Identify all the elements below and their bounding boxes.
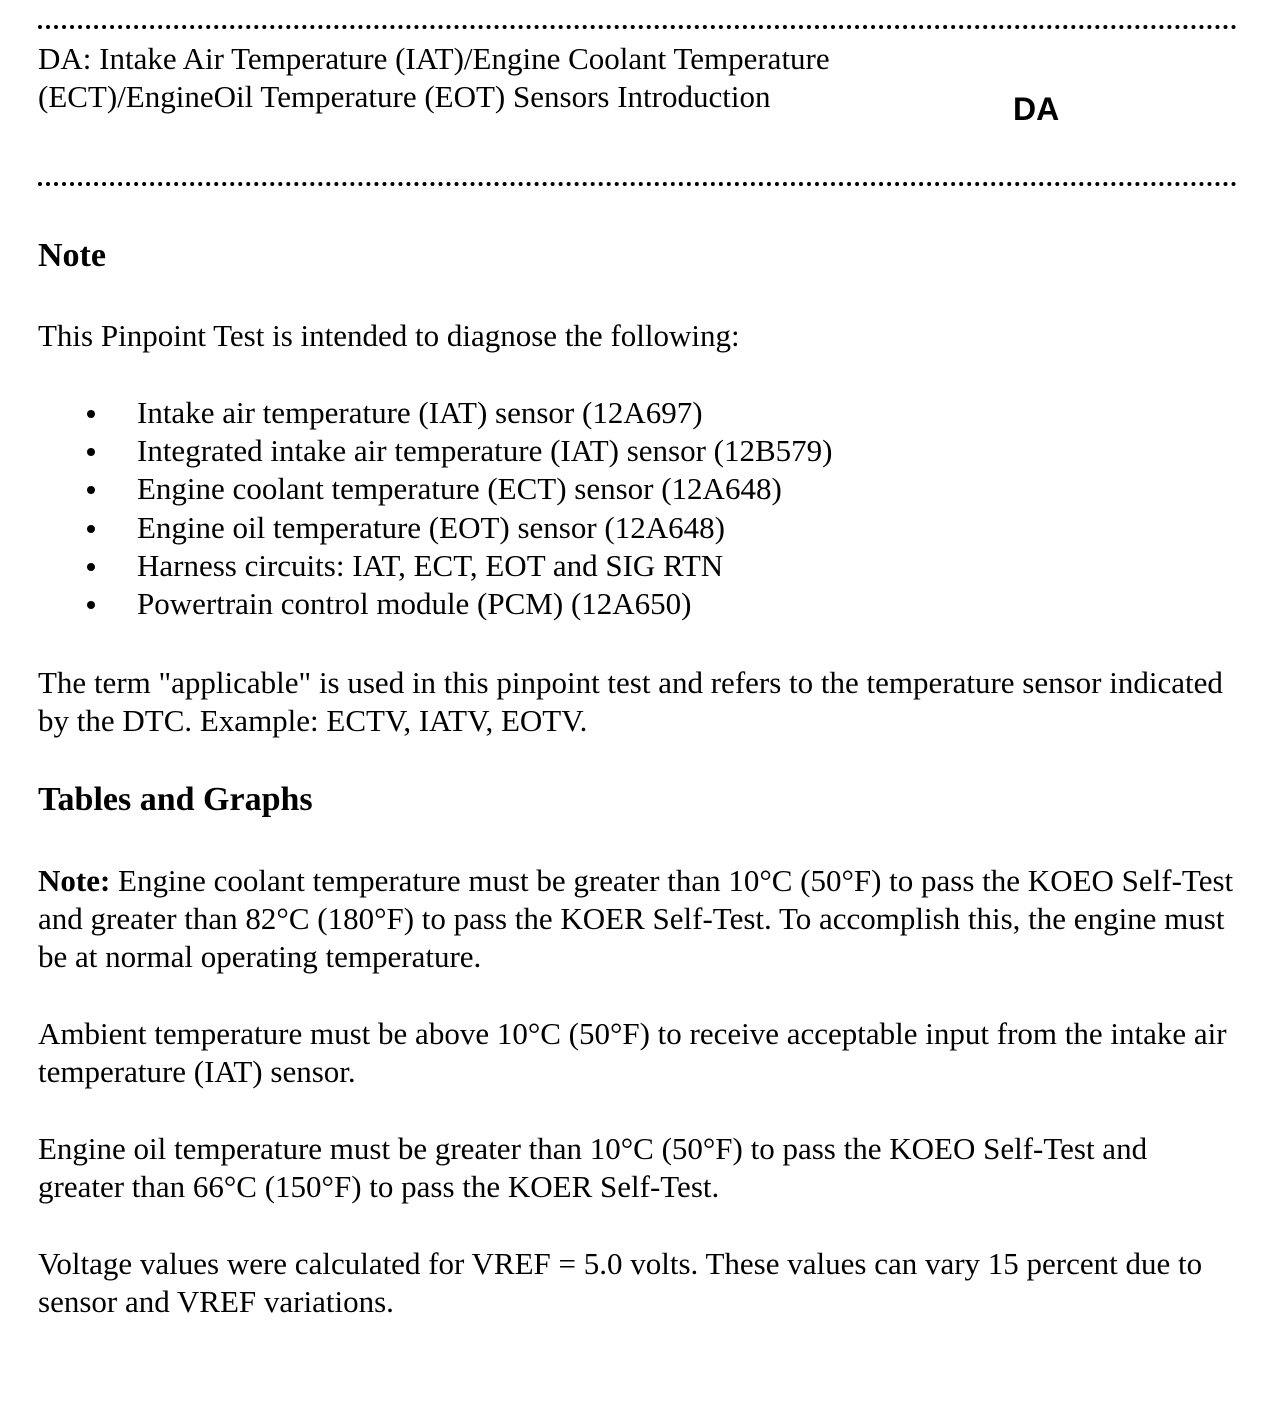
note-label: Note: (38, 863, 111, 898)
intro-paragraph: This Pinpoint Test is intended to diagnose the following: (38, 318, 740, 353)
bullet-icon (87, 563, 95, 571)
bullet-icon (87, 486, 95, 494)
header-top-rule (38, 25, 1237, 29)
section-code: DA (1013, 91, 1060, 127)
list-item (0, 470, 1280, 508)
bullet-icon (87, 601, 95, 609)
header-bottom-rule (38, 182, 1237, 186)
list-item-text: Integrated intake air temperature (IAT) sensor (12B579) (137, 433, 833, 469)
diagnosis-list (0, 394, 1280, 623)
page-title: DA: Intake Air Temperature (IAT)/Engine Coolant Temperature (ECT)/EngineOil Temperature (EOT) Sensors Introduction (38, 41, 830, 114)
temperature-note-paragraph (38, 862, 1238, 976)
list-item (0, 547, 1280, 585)
voltage-paragraph: Voltage values were calculated for VREF = 5.0 volts. These values can vary 15 percent due to sensor and VREF variations. (38, 1246, 1203, 1319)
tables-heading: Tables and Graphs (38, 781, 313, 818)
list-item (0, 394, 1280, 432)
note-text: Engine coolant temperature must be greater than 10°C (50°F) to pass the KOEO Self-Test and greater than 82°C (180°F) to pass the KOER Self-Test. To accomplish this, the engine must be at normal operating temperature. (38, 863, 1234, 974)
list-item (0, 585, 1280, 623)
term-paragraph: The term "applicable" is used in this pinpoint test and refers to the temperature sensor indicated by the DTC. Example: ECTV, IATV, EOTV. (38, 665, 1223, 738)
list-item-text: Harness circuits: IAT, ECT, EOT and SIG RTN (137, 547, 724, 583)
list-item-text: Engine oil temperature (EOT) sensor (12A648) (137, 509, 725, 545)
list-item (0, 432, 1280, 470)
list-item (0, 509, 1280, 547)
note-heading: Note (38, 237, 106, 274)
list-item-text: Powertrain control module (PCM) (12A650) (137, 585, 692, 621)
list-item-text: Intake air temperature (IAT) sensor (12A697) (137, 395, 703, 430)
list-item-text: Engine coolant temperature (ECT) sensor (12A648) (137, 471, 782, 507)
ambient-paragraph: Ambient temperature must be above 10°C (50°F) to receive acceptable input from the intake air temperature (IAT) sensor. (38, 1016, 1227, 1089)
bullet-icon (87, 410, 95, 418)
bullet-icon (87, 448, 95, 456)
bullet-icon (87, 525, 95, 533)
oil-paragraph: Engine oil temperature must be greater than 10°C (50°F) to pass the KOEO Self-Test and greater than 66°C (150°F) to pass the KOER Self-Test. (38, 1131, 1148, 1204)
